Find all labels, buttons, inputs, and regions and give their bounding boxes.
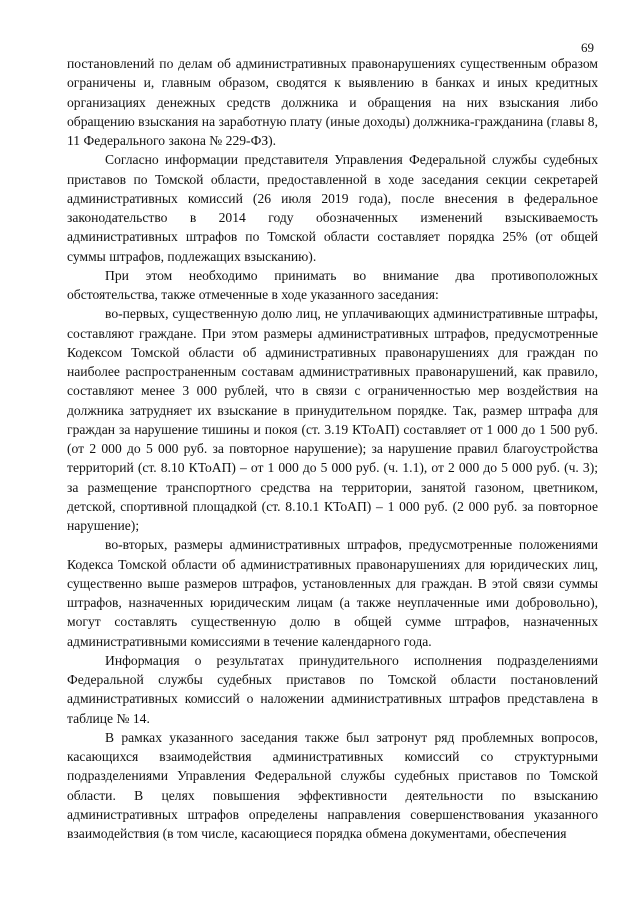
- paragraph-continuation: постановлений по делам об административных правонарушениях существенным образом ограничены и, главным образом, сводятся к выявлению в банках и иных кредитных организациях денежных средств должника и обращения на них взыскания либо обращению взыскания на заработную плату (иные доходы) должника-гражданина (главы 8, 11 Федерального закона № 229-ФЗ).: [67, 56, 598, 148]
- paragraph-bailiff-info: Согласно информации представителя Управления Федеральной службы судебных приставов по Томской области, предоставленной в ходе заседания секции секретарей административных комиссий (26 июля 2019 года), после внесения в федеральное законодательство в 2014 году обозначенных изменений взыскиваемость административных штрафов по Томской области составляет порядка 25% (от общей суммы штрафов, подлежащих взысканию).: [67, 152, 598, 264]
- paragraph-two-circumstances: При этом необходимо принимать во внимание два противоположных обстоятельства, также отмеченные в ходе указанного заседания:: [67, 267, 598, 302]
- paragraph-first-point: во-первых, существенную долю лиц, не уплачивающих административные штрафы, составляют граждане. При этом размеры административных штрафов, предусмотренные Кодексом Томской области об административных правонарушениях для граждан по наиболее распространенным составам административных правонарушений, как правило, составляют менее 3 000 рублей, что в связи с ограниченностью мер воздействия на должника затрудняет их взыскание в принудительном порядке. Так, размер штрафа для граждан за нарушение тишины и покоя (ст. 3.19 КТоАП) составляет от 1 000 до 1 500 руб. (от 2 000 до 5 000 руб. за повторное нарушение); за нарушение правил благоустройства территорий (ст. 8.10 КТоАП) – от 1 000 до 5 000 руб. (ч. 1.1), от 2 000 до 5 000 руб. (ч. 3); за размещение транспортного средства на территории, занятой газоном, цветником, детской, спортивной площадкой (ст. 8.10.1 КТоАП) – 1 000 руб. (2 000 руб. за повторное нарушение);: [67, 306, 598, 533]
- body-text: [67, 54, 598, 843]
- paragraph-table-reference: Информация о результатах принудительного исполнения подразделениями Федеральной службы судебных приставов по Томской области постановлений административных комиссий о наложении административных штрафов представлена в таблице № 14.: [67, 652, 598, 726]
- page-number: 69: [581, 40, 594, 55]
- paragraph-meeting-issues: В рамках указанного заседания также был затронут ряд проблемных вопросов, касающихся взаимодействия административных комиссий со структурными подразделениями Управления Федеральной службы судебных приставов по Томской области. В целях повышения эффективности деятельности по взысканию административных штрафов определены направления совершенствования указанного взаимодействия (в том числе, касающиеся порядка обмена документами, обеспечения: [67, 729, 598, 841]
- paragraph-second-point: во-вторых, размеры административных штрафов, предусмотренные положениями Кодекса Томской области об административных правонарушениях для юридических лиц, существенно выше размеров штрафов, установленных для граждан. В этой связи суммы штрафов, назначенных юридическим лицам (а также неуплаченные ими добровольно), могут составлять существенную долю в общей сумме штрафов, назначенных административными комиссиями в течение календарного года.: [67, 537, 598, 649]
